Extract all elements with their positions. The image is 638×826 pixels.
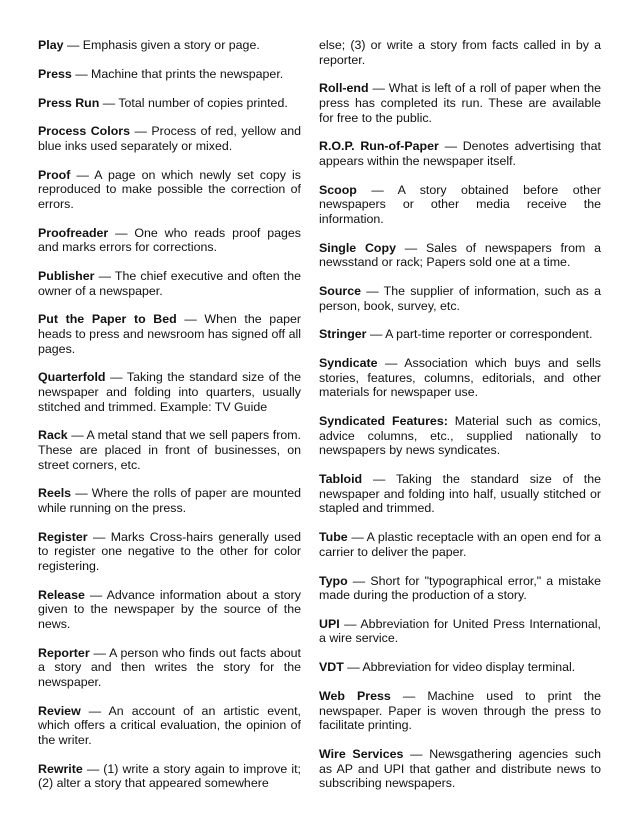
glossary-entry <box>38 67 301 82</box>
glossary-term: Press <box>38 66 72 81</box>
glossary-entry <box>319 689 601 733</box>
glossary-entry <box>38 370 301 414</box>
glossary-entry <box>38 704 301 748</box>
glossary-term: Press Run <box>38 95 100 110</box>
glossary-term: Proofreader <box>38 225 109 240</box>
glossary-entry <box>319 530 601 559</box>
glossary-term: Reporter <box>38 645 90 660</box>
glossary-term: Tube <box>319 530 348 545</box>
glossary-definition: — The chief executive and often the owner of a newspaper. <box>38 269 301 298</box>
glossary-definition: — Where the rolls of paper are mounted while running on the press. <box>38 486 301 515</box>
glossary-definition: — An account of an artistic event, which offers a critical evaluation, the opinion of the writer. <box>38 703 301 747</box>
glossary-term: Quarterfold <box>38 370 106 385</box>
glossary-definition: — A metal stand that we sell papers from. These are placed in front of businesses, on street corners, etc. <box>38 428 301 472</box>
glossary-definition: — Association which buys and sells stories, features, columns, editorials, and other materials for newspaper use. <box>319 356 601 400</box>
glossary-definition: — Advance information about a story given to the newspaper by the source of the news. <box>38 587 301 631</box>
glossary-entry <box>319 574 601 603</box>
glossary-entry <box>319 617 601 646</box>
glossary-term: Typo <box>319 573 348 588</box>
glossary-definition: — Machine that prints the newspaper. <box>71 66 284 81</box>
glossary-definition: — One who reads proof pages and marks errors for corrections. <box>38 225 301 255</box>
glossary-term: Rack <box>38 428 68 443</box>
glossary-left-column <box>38 38 301 805</box>
glossary-term: Register <box>38 529 88 544</box>
glossary-entry <box>38 646 301 690</box>
glossary-right-column <box>319 38 601 805</box>
glossary-definition: — Machine used to print the newspaper. Paper is woven through the press to facilitate printing. <box>319 689 601 733</box>
glossary-entry <box>319 472 601 516</box>
glossary-definition: — Newsgathering agencies such as AP and UPI that gather and distribute news to subscribing newspapers. <box>319 747 601 791</box>
glossary-definition: — Abbreviation for video display terminal. <box>343 660 576 675</box>
glossary-definition: — What is left of a roll of paper when the press has completed its run. These are available for free to the public. <box>319 81 601 125</box>
glossary-term: Single Copy <box>319 240 396 255</box>
glossary-entry <box>319 327 601 342</box>
glossary-entry <box>38 124 301 153</box>
glossary-entry <box>319 241 601 270</box>
glossary-entry <box>319 284 601 313</box>
glossary-definition: — Total number of copies printed. <box>99 95 288 110</box>
glossary-definition: Material such as comics, advice columns, etc., supplied nationally to newspapers by news syndicates. <box>319 414 601 458</box>
glossary-term: Stringer <box>319 327 367 342</box>
glossary-definition: — Abbreviation for United Press International, a wire service. <box>319 616 601 646</box>
glossary-term: VDT <box>319 660 344 675</box>
glossary-entry <box>38 428 301 472</box>
glossary-term: R.O.P. Run-of-Paper <box>319 139 439 154</box>
glossary-term: Source <box>319 284 362 299</box>
glossary-definition: — A page on which newly set copy is reproduced to make possible the correction of errors. <box>38 167 301 211</box>
glossary-term: Roll-end <box>319 81 369 96</box>
glossary-continuation-text: else; (3) or write a story from facts called in by a reporter. <box>319 38 601 67</box>
glossary-definition: — A plastic receptacle with an open end for a carrier to deliver the paper. <box>319 530 601 559</box>
glossary-entry <box>38 168 301 212</box>
glossary-term: Reels <box>38 486 72 501</box>
glossary-entry <box>319 183 601 227</box>
glossary-entry <box>38 486 301 515</box>
glossary-term: Review <box>38 703 81 718</box>
glossary-term: UPI <box>319 616 340 631</box>
glossary-definition: — Denotes advertising that appears within the newspaper itself. <box>319 139 601 168</box>
glossary-definition: — A person who finds out facts about a story and then writes the story for the newspaper. <box>38 645 301 689</box>
glossary-definition: — Process of red, yellow and blue inks used separately or mixed. <box>38 124 302 153</box>
glossary-term: Web Press <box>319 689 391 704</box>
glossary-term: Rewrite <box>38 761 83 776</box>
glossary-definition: — A part-time reporter or correspondent. <box>366 327 593 342</box>
glossary-definition: — When the paper heads to press and newsroom has signed off all pages. <box>38 312 301 356</box>
glossary-entry <box>319 747 601 791</box>
glossary-definition: — Sales of newspapers from a newsstand or rack; Papers sold one at a time. <box>319 240 601 270</box>
glossary-term: Process Colors <box>38 124 130 139</box>
glossary-term: Play <box>38 38 64 52</box>
glossary-entry <box>38 762 301 791</box>
glossary-entry <box>319 356 601 400</box>
glossary-entry <box>319 414 601 458</box>
glossary-term: Publisher <box>38 269 95 284</box>
glossary-term: Release <box>38 587 85 602</box>
glossary-term: Put the Paper to Bed <box>38 312 177 327</box>
glossary-entry <box>38 269 301 298</box>
glossary-term: Proof <box>38 167 71 182</box>
glossary-definition: — Emphasis given a story or page. <box>63 38 260 52</box>
glossary-entry <box>319 81 601 125</box>
glossary-entry <box>38 312 301 356</box>
glossary-definition: — The supplier of information, such as a person, book, survey, etc. <box>319 284 601 313</box>
glossary-definition: — Marks Cross-hairs generally used to register one negative to the other for color registering. <box>38 529 301 573</box>
glossary-entry <box>38 226 301 255</box>
glossary-term: Syndicated Features: <box>319 414 448 429</box>
glossary-entry <box>319 660 601 675</box>
glossary-definition: — Taking the standard size of the newspaper and folding into half, usually stitched or stapled and trimmed. <box>319 472 601 516</box>
glossary-term: Syndicate <box>319 356 378 371</box>
glossary-term: Scoop <box>319 182 357 197</box>
glossary-definition: — (1) write a story again to improve it; (2) alter a story that appeared somewhere <box>38 761 301 791</box>
glossary-entry <box>38 588 301 632</box>
glossary-term: Wire Services <box>319 747 404 761</box>
glossary-entry <box>38 96 301 111</box>
glossary-entry <box>319 139 601 168</box>
glossary-definition: — Short for "typographical error," a mistake made during the production of a story. <box>319 573 601 603</box>
glossary-definition: — A story obtained before other newspapers or other media receive the information. <box>319 182 601 226</box>
glossary-term: Tabloid <box>319 472 363 487</box>
glossary-definition: — Taking the standard size of the newspaper and folding into quarters, usually stitched and trimmed. Example: TV Guide <box>38 370 301 414</box>
glossary-entry <box>38 530 301 574</box>
glossary-entry <box>38 38 301 53</box>
